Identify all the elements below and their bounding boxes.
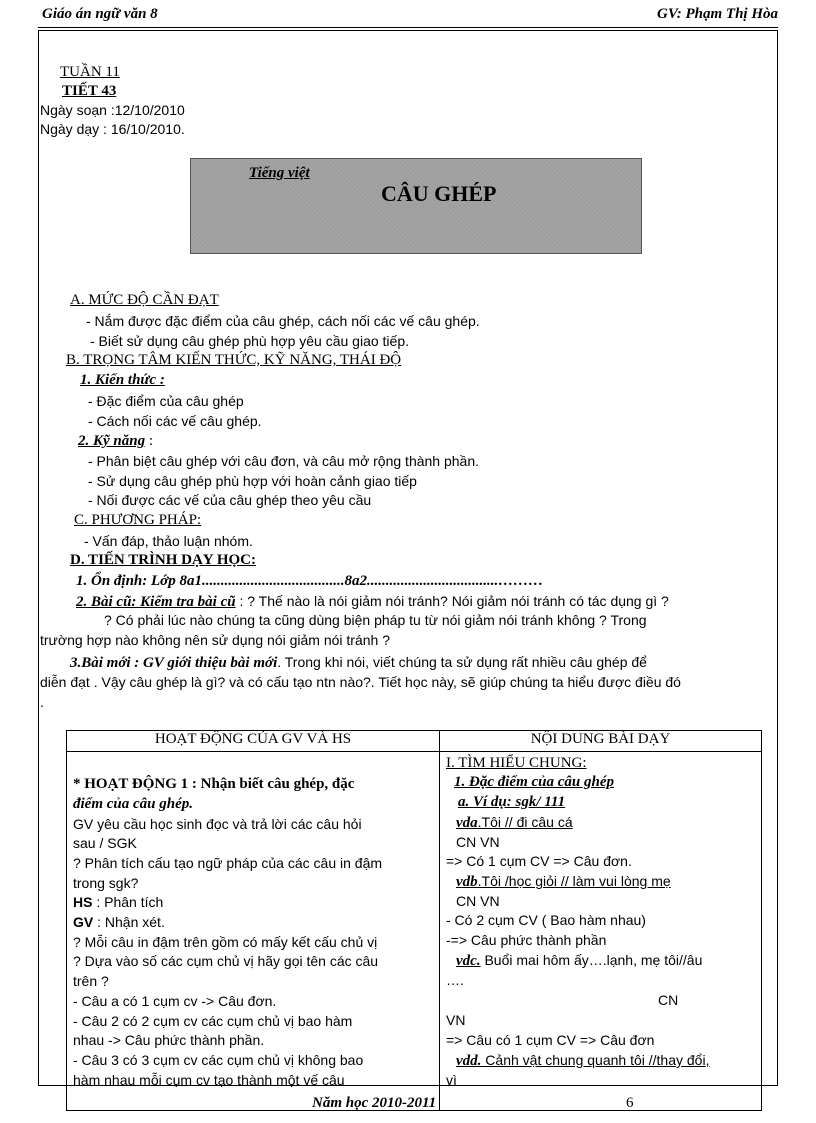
content-cell bbox=[440, 752, 762, 1111]
footer-year: Năm học 2010-2011 bbox=[312, 1095, 437, 1111]
week-label: TUẦN 11 bbox=[60, 64, 120, 80]
old-lesson-line: 2. Bài cũ: Kiểm tra bài cũ : ? Thế nào là nói giảm nói tránh? Nói giảm nói tránh có tác dụng gì ? bbox=[76, 593, 669, 610]
new-lesson-line: 3.Bài mới : GV giới thiệu bài mới. Trong khi nói, viết chúng ta sử dụng rất nhiều câu ghép để bbox=[70, 654, 647, 671]
class-check: 1. Ổn định: Lớp 8a1......................................8a2...................................……… bbox=[76, 573, 544, 589]
example-line: CN VN bbox=[456, 834, 500, 850]
activity-line: ? Dựa vào số các cụm chủ vị hãy gọi tên các câu bbox=[73, 953, 379, 969]
example-line: VN bbox=[446, 1012, 466, 1028]
table-header-activities: HOẠT ĐỘNG CỦA GV VÀ HS bbox=[67, 731, 440, 752]
example-line: vì bbox=[446, 1072, 457, 1088]
table-header-row bbox=[67, 731, 762, 752]
title-box bbox=[190, 158, 642, 254]
example-line: => Câu có 1 cụm CV => Câu đơn bbox=[446, 1032, 655, 1048]
activity-line: nhau -> Câu phức thành phần. bbox=[73, 1032, 265, 1048]
example-line: vda.Tôi // đi câu cá bbox=[456, 814, 573, 831]
teach-date: Ngày dạy : 16/10/2010. bbox=[40, 121, 185, 137]
lesson-title: CÂU GHÉP bbox=[381, 181, 497, 206]
activity-line: - Câu 2 có 2 cụm cv các cụm chủ vị bao hàm bbox=[73, 1013, 353, 1029]
example-line: CN bbox=[658, 992, 679, 1008]
activity-line: ? Phân tích cấu tạo ngữ pháp của các câu in đậm bbox=[73, 855, 383, 871]
skills-item: - Nối được các vế của câu ghép theo yêu cầu bbox=[88, 492, 372, 508]
example-line: - Có 2 cụm CV ( Bao hàm nhau) bbox=[446, 912, 646, 928]
page-number: 6 bbox=[626, 1095, 634, 1111]
activity-line: hàm nhau mỗi cụm cv tạo thành một vế câu bbox=[73, 1072, 345, 1088]
table-row bbox=[67, 752, 762, 1111]
lesson-table bbox=[66, 730, 762, 1111]
example-line: -=> Câu phức thành phần bbox=[446, 932, 607, 948]
content-heading: I. TÌM HIỂU CHUNG: bbox=[446, 755, 587, 771]
knowledge-heading: 1. Kiến thức : bbox=[80, 372, 165, 388]
activity-line: GV yêu cầu học sinh đọc và trả lời các câu hỏi bbox=[73, 816, 362, 832]
skills-item: - Phân biệt câu ghép với câu đơn, và câu mở rộng thành phần. bbox=[88, 453, 480, 469]
new-lesson-line: . bbox=[40, 694, 44, 710]
header-right: GV: Phạm Thị Hòa bbox=[657, 6, 778, 22]
example-line: CN VN bbox=[456, 893, 500, 909]
header-left: Giáo án ngữ văn 8 bbox=[42, 6, 158, 22]
section-c-heading: C. PHƯƠNG PHÁP: bbox=[74, 512, 202, 528]
page-header bbox=[38, 6, 778, 26]
skills-item: - Sử dụng câu ghép phù hợp với hoàn cảnh giao tiếp bbox=[88, 473, 417, 489]
section-a-item: - Nắm được đặc điểm của câu ghép, cách nối các vế câu ghép. bbox=[86, 313, 480, 329]
table-header-content: NỘI DUNG BÀI DẠY bbox=[440, 731, 762, 752]
content-subheading: 1. Đặc điểm của câu ghép bbox=[454, 774, 614, 790]
old-lesson-line: ? Có phải lúc nào chúng ta cũng dùng biện pháp tu từ nói giảm nói tránh không ? Trong bbox=[104, 612, 647, 628]
section-d-heading: D. TIẾN TRÌNH DẠY HỌC: bbox=[70, 552, 256, 568]
activity-line: ? Mỗi câu in đậm trên gồm có mấy kết cấu chủ vị bbox=[73, 934, 378, 950]
example-line: …. bbox=[446, 972, 464, 988]
knowledge-item: - Cách nối các vế câu ghép. bbox=[88, 413, 262, 429]
activity-line: - Câu 3 có 3 cụm cv các cụm chủ vị không bao bbox=[73, 1052, 364, 1068]
activity-line: GV : Nhận xét. bbox=[73, 914, 165, 930]
example-line: vdb.Tôi /học giỏi // làm vui lòng mẹ bbox=[456, 873, 671, 890]
example-line: => Có 1 cụm CV => Câu đơn. bbox=[446, 853, 632, 869]
section-a-item: - Biết sử dụng câu ghép phù hợp yêu cầu giao tiếp. bbox=[90, 333, 409, 349]
example-line: vdc. Buổi mai hôm ấy….lạnh, mẹ tôi//âu bbox=[456, 952, 703, 969]
activity-line: sau / SGK bbox=[73, 835, 137, 851]
activity-line: trên ? bbox=[73, 973, 109, 989]
prep-date: Ngày soạn :12/10/2010 bbox=[40, 102, 185, 118]
activity-heading: điểm của câu ghép. bbox=[73, 796, 193, 812]
example-heading: a. Ví dụ: sgk/ 111 bbox=[458, 794, 566, 810]
knowledge-item: - Đặc điểm của câu ghép bbox=[88, 393, 244, 409]
example-line: vdd. Cảnh vật chung quanh tôi //thay đổi, bbox=[456, 1052, 710, 1069]
skills-heading: 2. Kỹ năng : bbox=[78, 433, 154, 449]
activity-line: trong sgk? bbox=[73, 875, 139, 891]
lesson-label: TIẾT 43 bbox=[62, 83, 117, 99]
old-lesson-line: trường hợp nào không nên sử dụng nói giảm nói tránh ? bbox=[40, 632, 390, 648]
header-divider bbox=[38, 27, 778, 28]
activity-line: - Câu a có 1 cụm cv -> Câu đơn. bbox=[73, 993, 277, 1009]
subject-label: Tiếng việt bbox=[249, 165, 310, 181]
activity-heading: * HOẠT ĐỘNG 1 : Nhận biết câu ghép, đặc bbox=[73, 776, 355, 792]
new-lesson-line: diễn đạt . Vậy câu ghép là gì? và có cấu tạo ntn nào?. Tiết học này, sẽ giúp chúng ta hiểu được điều đó bbox=[40, 674, 681, 690]
section-a-heading: A. MỨC ĐỘ CẦN ĐẠT bbox=[70, 292, 219, 308]
method-item: - Vấn đáp, thảo luận nhóm. bbox=[84, 533, 253, 549]
activity-line: HS : Phân tích bbox=[73, 894, 164, 910]
activities-cell bbox=[67, 752, 440, 1111]
section-b-heading: B. TRỌNG TÂM KIẾN THỨC, KỸ NĂNG, THÁI ĐỘ bbox=[66, 352, 402, 368]
